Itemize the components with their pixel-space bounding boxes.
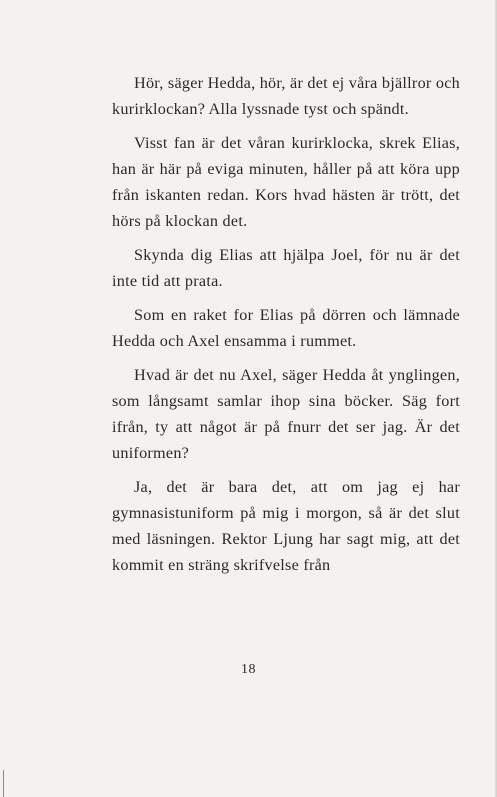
scan-mark xyxy=(3,770,4,797)
paragraph-5: Hvad är det nu Axel, säger Hedda åt ynglingen, som långsamt samlar ihop sina böcker. Säg fort ifrån, ty att något är på fnurr det ser jag. Är det uniformen? xyxy=(112,366,460,462)
paragraph-6: Ja, det är bara det, att om jag ej har gymnasistuniform på mig i morgon, så är det slut med läsningen. Rektor Ljung har sagt mig, att det kommit en sträng skrifvelse från xyxy=(112,478,460,574)
page-number: 18 xyxy=(241,662,256,677)
body-text xyxy=(112,70,460,586)
paragraph-3: Skynda dig Elias att hjälpa Joel, för nu är det inte tid att prata. xyxy=(112,246,460,290)
paragraph-4: Som en raket for Elias på dörren och lämnade Hedda och Axel ensamma i rummet. xyxy=(112,306,460,350)
paragraph-1: Hör, säger Hedda, hör, är det ej våra bjällror och kurirklockan? Alla lyssnade tyst och spändt. xyxy=(112,74,460,118)
paragraph-2: Visst fan är det våran kurirklocka, skrek Elias, han är här på eviga minuten, håller på att köra upp från iskanten redan. Kors hvad hästen är trött, det hörs på klockan det. xyxy=(112,134,460,230)
